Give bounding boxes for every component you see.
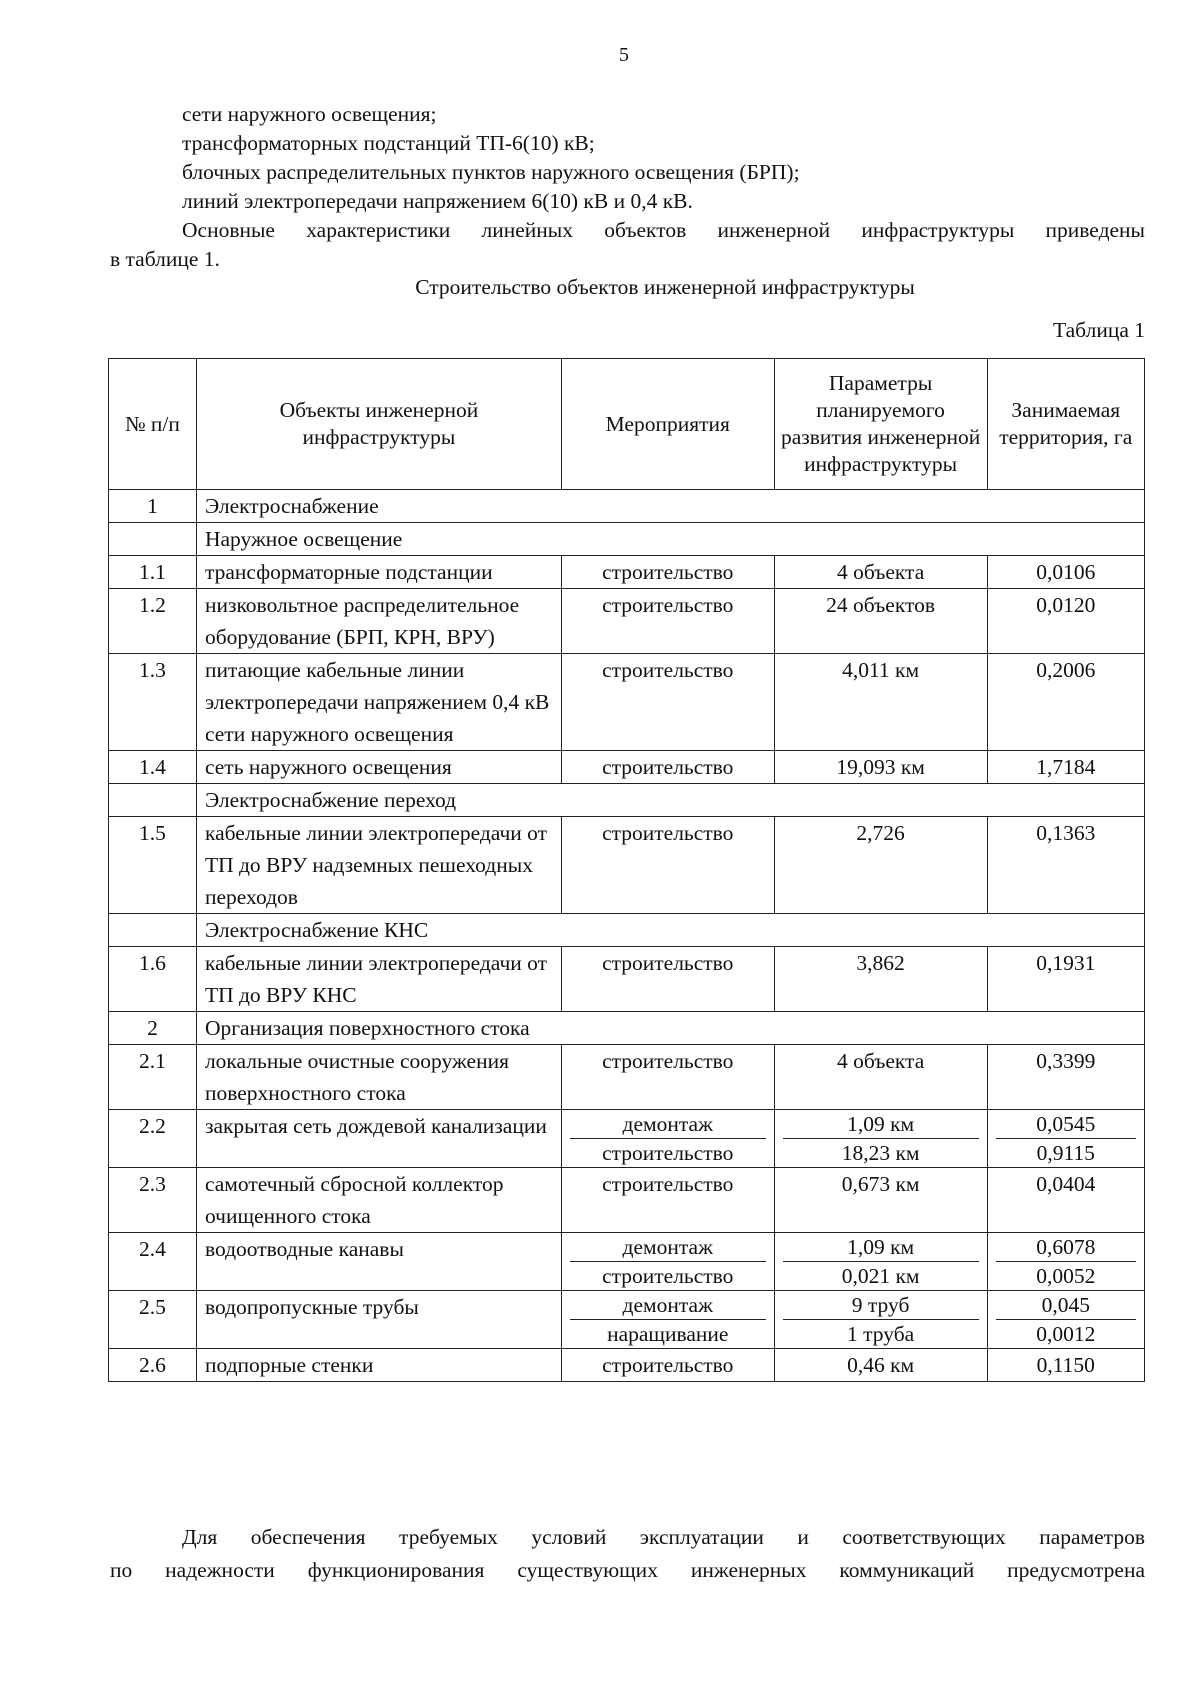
cell-object: водоотводные канавы — [196, 1233, 561, 1291]
cell-area: 0,1931 — [987, 947, 1144, 1012]
header-area: Занимаемая территория, га — [987, 359, 1144, 490]
cell-num: 1 — [109, 490, 197, 523]
outro-line: по надежности функционирования существующих инженерных коммуникаций предусмотрена — [110, 1558, 1145, 1582]
cell-action-part: демонтаж — [622, 1235, 713, 1259]
cell-params: 3,862 — [774, 947, 987, 1012]
table-row — [109, 1045, 1145, 1110]
cell-area-part: 0,6078 — [1036, 1235, 1096, 1259]
cell-object: питающие кабельные линии электропередачи напряжением 0,4 кВ сети наружного освещения — [196, 654, 561, 751]
cell-num: 1.5 — [109, 817, 197, 914]
table-caption: Таблица 1 — [1053, 318, 1145, 342]
intro-paragraph-line: в таблице 1. — [110, 247, 220, 271]
table-row — [109, 1110, 1145, 1168]
cell-num: 1.1 — [109, 556, 197, 589]
table-body — [109, 490, 1145, 1382]
cell-action: строительство — [561, 817, 774, 914]
table-section-row — [109, 490, 1145, 523]
outro-line: Для обеспечения требуемых условий эксплуатации и соответствующих параметров — [182, 1525, 1145, 1549]
cell-params: 24 объектов — [774, 589, 987, 654]
table-section-row — [109, 784, 1145, 817]
cell-num: 1.4 — [109, 751, 197, 784]
intro-line: линий электропередачи напряжением 6(10) кВ и 0,4 кВ. — [182, 189, 693, 213]
cell-num: 1.6 — [109, 947, 197, 1012]
cell-params-part: 1,09 км — [847, 1235, 915, 1259]
cell-section: Электроснабжение — [196, 490, 1144, 523]
cell-action-part: строительство — [570, 1138, 766, 1167]
cell-object: сеть наружного освещения — [196, 751, 561, 784]
cell-action-split — [561, 1233, 774, 1291]
table-row — [109, 1168, 1145, 1233]
cell-action-split — [561, 1110, 774, 1168]
table-header-row — [109, 359, 1145, 490]
cell-area-part: 0,0012 — [996, 1319, 1136, 1348]
table-row — [109, 654, 1145, 751]
table-section-row — [109, 914, 1145, 947]
cell-params-part: 1,09 км — [847, 1112, 915, 1136]
cell-action-part: демонтаж — [622, 1112, 713, 1136]
outro-text — [110, 1521, 1145, 1587]
cell-params: 0,673 км — [774, 1168, 987, 1233]
cell-section: Электроснабжение переход — [196, 784, 1144, 817]
cell-params: 4 объекта — [774, 556, 987, 589]
infrastructure-table — [108, 358, 1145, 1382]
cell-action-part: наращивание — [570, 1319, 766, 1348]
table-section-row — [109, 1012, 1145, 1045]
intro-paragraph-line: Основные характеристики линейных объектов инженерной инфраструктуры приведены — [182, 218, 1145, 242]
cell-area: 0,0120 — [987, 589, 1144, 654]
cell-action: строительство — [561, 947, 774, 1012]
cell-area-part: 0,9115 — [996, 1138, 1136, 1167]
cell-area-split — [987, 1110, 1144, 1168]
cell-area-part: 0,0545 — [1036, 1112, 1096, 1136]
cell-area: 0,1150 — [987, 1349, 1144, 1382]
cell-area-part: 0,045 — [1041, 1293, 1090, 1317]
cell-section: Наружное освещение — [196, 523, 1144, 556]
table-row — [109, 1291, 1145, 1349]
header-params: Параметры планируемого развития инженерной инфраструктуры — [774, 359, 987, 490]
cell-params: 19,093 км — [774, 751, 987, 784]
cell-num — [109, 914, 197, 947]
cell-params-split — [774, 1291, 987, 1349]
cell-params: 0,46 км — [774, 1349, 987, 1382]
intro-line: блочных распределительных пунктов наружного освещения (БРП); — [182, 160, 800, 184]
table-section-row — [109, 523, 1145, 556]
cell-area-part: 0,0052 — [996, 1261, 1136, 1290]
cell-params-part: 0,021 км — [783, 1261, 979, 1290]
cell-num: 2.1 — [109, 1045, 197, 1110]
cell-action: строительство — [561, 1349, 774, 1382]
cell-num: 2.4 — [109, 1233, 197, 1291]
intro-line: трансформаторных подстанций ТП-6(10) кВ; — [182, 131, 595, 155]
header-object: Объекты инженерной инфраструктуры — [196, 359, 561, 490]
cell-action: строительство — [561, 589, 774, 654]
cell-action: строительство — [561, 556, 774, 589]
header-num: № п/п — [109, 359, 197, 490]
cell-action-split — [561, 1291, 774, 1349]
intro-text — [110, 100, 1145, 274]
cell-num: 1.3 — [109, 654, 197, 751]
cell-params: 4 объекта — [774, 1045, 987, 1110]
cell-area: 0,0404 — [987, 1168, 1144, 1233]
cell-num: 2.2 — [109, 1110, 197, 1168]
cell-num: 1.2 — [109, 589, 197, 654]
cell-object: кабельные линии электропередачи от ТП до ВРУ надземных пешеходных переходов — [196, 817, 561, 914]
cell-object: подпорные стенки — [196, 1349, 561, 1382]
table-row — [109, 751, 1145, 784]
cell-params: 2,726 — [774, 817, 987, 914]
cell-action-part: строительство — [570, 1261, 766, 1290]
cell-num — [109, 523, 197, 556]
cell-area: 0,2006 — [987, 654, 1144, 751]
cell-section: Электроснабжение КНС — [196, 914, 1144, 947]
cell-num: 2 — [109, 1012, 197, 1045]
cell-params: 4,011 км — [774, 654, 987, 751]
cell-area: 0,1363 — [987, 817, 1144, 914]
table-row — [109, 1233, 1145, 1291]
table-row — [109, 817, 1145, 914]
cell-area: 1,7184 — [987, 751, 1144, 784]
cell-object: трансформаторные подстанции — [196, 556, 561, 589]
intro-line: сети наружного освещения; — [182, 102, 437, 126]
cell-area-split — [987, 1291, 1144, 1349]
cell-object: кабельные линии электропередачи от ТП до ВРУ КНС — [196, 947, 561, 1012]
cell-num: 2.3 — [109, 1168, 197, 1233]
cell-section: Организация поверхностного стока — [196, 1012, 1144, 1045]
table-row — [109, 947, 1145, 1012]
cell-params-part: 9 труб — [851, 1293, 910, 1317]
cell-params-part: 1 труба — [783, 1319, 979, 1348]
cell-action: строительство — [561, 751, 774, 784]
cell-num: 2.6 — [109, 1349, 197, 1382]
table-row — [109, 1349, 1145, 1382]
cell-params-split — [774, 1233, 987, 1291]
cell-params-part: 18,23 км — [783, 1138, 979, 1167]
cell-action: строительство — [561, 654, 774, 751]
table-row — [109, 556, 1145, 589]
cell-object: закрытая сеть дождевой канализации — [196, 1110, 561, 1168]
header-action: Мероприятия — [561, 359, 774, 490]
page-number: 5 — [619, 44, 629, 66]
cell-num: 2.5 — [109, 1291, 197, 1349]
cell-area-split — [987, 1233, 1144, 1291]
cell-num — [109, 784, 197, 817]
cell-action: строительство — [561, 1168, 774, 1233]
cell-action-part: демонтаж — [622, 1293, 713, 1317]
cell-area: 0,3399 — [987, 1045, 1144, 1110]
cell-area: 0,0106 — [987, 556, 1144, 589]
table-title: Строительство объектов инженерной инфраструктуры — [415, 275, 915, 299]
cell-object: низковольтное распределительное оборудование (БРП, КРН, ВРУ) — [196, 589, 561, 654]
cell-action: строительство — [561, 1045, 774, 1110]
cell-object: водопропускные трубы — [196, 1291, 561, 1349]
cell-params-split — [774, 1110, 987, 1168]
cell-object: самотечный сбросной коллектор очищенного стока — [196, 1168, 561, 1233]
cell-object: локальные очистные сооружения поверхностного стока — [196, 1045, 561, 1110]
table-row — [109, 589, 1145, 654]
